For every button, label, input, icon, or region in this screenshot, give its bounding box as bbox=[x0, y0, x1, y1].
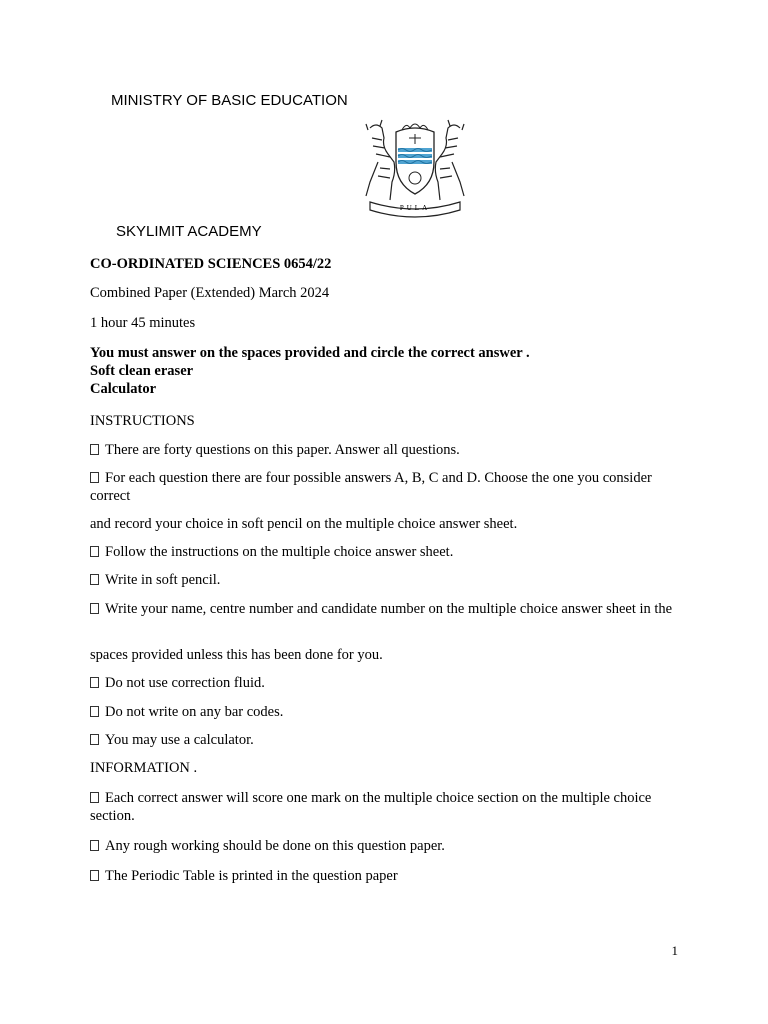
instructions-heading: INSTRUCTIONS bbox=[90, 413, 195, 429]
checkbox-glyph-icon bbox=[90, 574, 99, 585]
information-item: Any rough working should be done on this question paper. bbox=[90, 837, 685, 855]
page-number: 1 bbox=[671, 943, 678, 958]
exam-subject-code: CO-ORDINATED SCIENCES 0654/22 bbox=[90, 256, 332, 272]
instruction-item: Follow the instructions on the multiple choice answer sheet. bbox=[90, 543, 685, 561]
instruction-item: For each question there are four possible answers A, B, C and D. Choose the one you consider correct bbox=[90, 470, 652, 504]
checkbox-glyph-icon bbox=[90, 472, 99, 483]
shield-icon bbox=[396, 124, 434, 194]
exam-duration: 1 hour 45 minutes bbox=[90, 315, 196, 331]
instruction-item-continued: and record your choice in soft pencil on the multiple choice answer sheet. bbox=[90, 516, 518, 532]
materials-item: You must answer on the spaces provided and circle the correct answer . bbox=[90, 345, 530, 361]
checkbox-glyph-icon bbox=[90, 546, 99, 557]
academy-name: SKYLIMIT ACADEMY bbox=[116, 223, 262, 240]
information-heading: INFORMATION . bbox=[90, 760, 198, 776]
exam-paper-title: Combined Paper (Extended) March 2024 bbox=[90, 285, 330, 301]
checkbox-glyph-icon bbox=[90, 677, 99, 688]
checkbox-glyph-icon bbox=[90, 840, 99, 851]
instruction-item-continued: spaces provided unless this has been done for you. bbox=[90, 647, 383, 663]
instruction-item: Write your name, centre number and candidate number on the multiple choice answer sheet in the bbox=[90, 600, 685, 618]
instruction-item: Do not use correction fluid. bbox=[90, 674, 685, 692]
materials-item: Soft clean eraser bbox=[90, 363, 194, 379]
instruction-item: You may use a calculator. bbox=[90, 731, 685, 749]
instruction-item: Do not write on any bar codes. bbox=[90, 703, 685, 721]
right-zebra-icon bbox=[435, 120, 464, 200]
instruction-item: There are forty questions on this paper. Answer all questions. bbox=[90, 441, 685, 459]
information-item: The Periodic Table is printed in the question paper bbox=[90, 867, 685, 885]
information-item: Each correct answer will score one mark on the multiple choice section on the multiple choice section. bbox=[90, 790, 652, 824]
ministry-heading: MINISTRY OF BASIC EDUCATION bbox=[111, 92, 348, 109]
coat-of-arms-crest bbox=[356, 118, 474, 218]
checkbox-glyph-icon bbox=[90, 444, 99, 455]
checkbox-glyph-icon bbox=[90, 603, 99, 614]
svg-text:PULA: PULA bbox=[399, 204, 431, 212]
left-zebra-icon bbox=[366, 120, 395, 200]
checkbox-glyph-icon bbox=[90, 870, 99, 881]
checkbox-glyph-icon bbox=[90, 734, 99, 745]
materials-item: Calculator bbox=[90, 381, 157, 397]
instruction-item: Write in soft pencil. bbox=[90, 571, 685, 589]
motto-ribbon bbox=[370, 202, 460, 217]
checkbox-glyph-icon bbox=[90, 792, 99, 803]
materials-list bbox=[90, 344, 685, 398]
checkbox-glyph-icon bbox=[90, 706, 99, 717]
